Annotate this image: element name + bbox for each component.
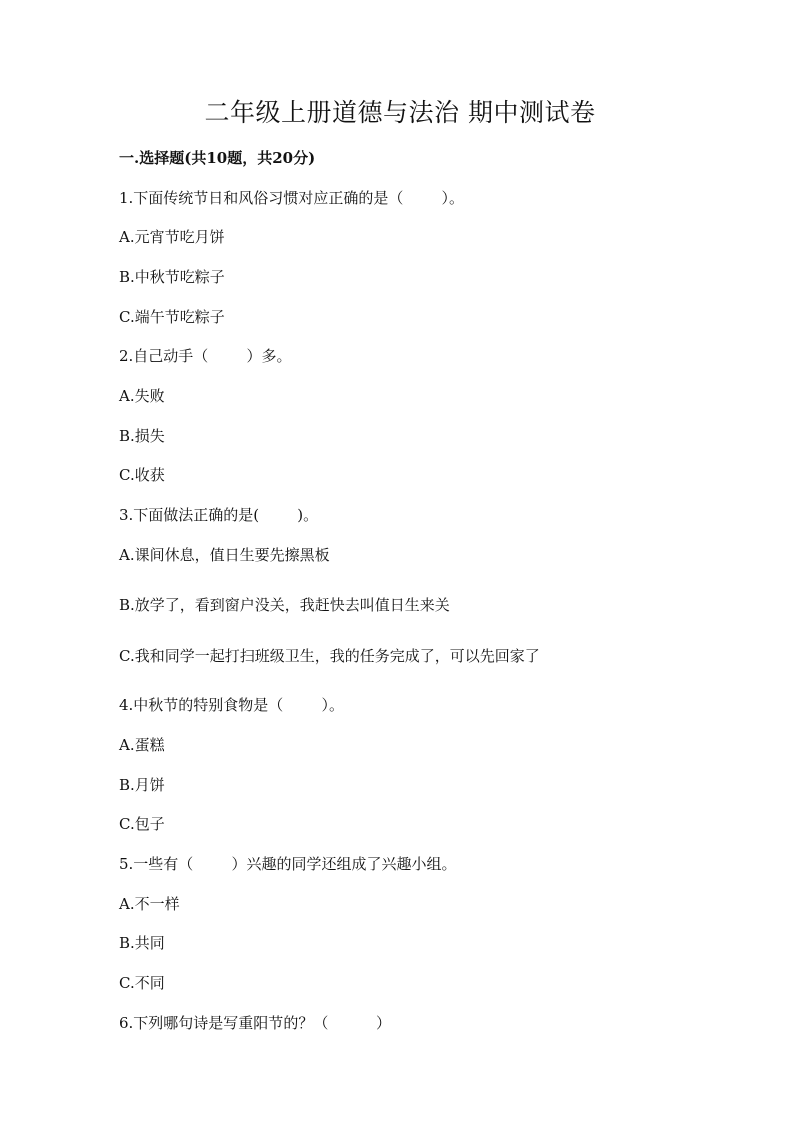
option-3a: A.课间休息，值日生要先擦黑板 (119, 546, 330, 564)
option-5c: C.不同 (119, 974, 165, 992)
option-3c: C.我和同学一起打扫班级卫生，我的任务完成了，可以先回家了 (119, 647, 540, 665)
question-stem-2: 2.自己动手（ ）多。 (119, 347, 292, 365)
option-5a: A.不一样 (119, 895, 180, 913)
option-5b: B.共同 (119, 934, 165, 952)
option-2b: B.损失 (119, 427, 165, 445)
question-stem-5: 5.一些有（ ）兴趣的同学还组成了兴趣小组。 (119, 855, 457, 873)
option-2a: A.失败 (119, 387, 165, 405)
question-stem-6: 6.下列哪句诗是写重阳节的？（ ） (119, 1014, 391, 1032)
option-1a: A.元宵节吃月饼 (119, 228, 225, 246)
section-heading: 一.选择题(共10题，共20分) (119, 149, 316, 167)
option-2c: C.收获 (119, 466, 165, 484)
option-1b: B.中秋节吃粽子 (119, 268, 225, 286)
option-1c: C.端午节吃粽子 (119, 308, 225, 326)
question-stem-4: 4.中秋节的特别食物是（ ）。 (119, 696, 344, 714)
option-3b: B.放学了，看到窗户没关，我赶快去叫值日生来关 (119, 596, 450, 614)
page-title: 二年级上册道德与法治 期中测试卷 (204, 98, 596, 127)
question-stem-1: 1.下面传统节日和风俗习惯对应正确的是（ ）。 (119, 189, 464, 207)
option-4a: A.蛋糕 (119, 736, 165, 754)
option-4b: B.月饼 (119, 776, 165, 794)
question-stem-3: 3.下面做法正确的是( )。 (119, 506, 319, 524)
option-4c: C.包子 (119, 815, 165, 833)
